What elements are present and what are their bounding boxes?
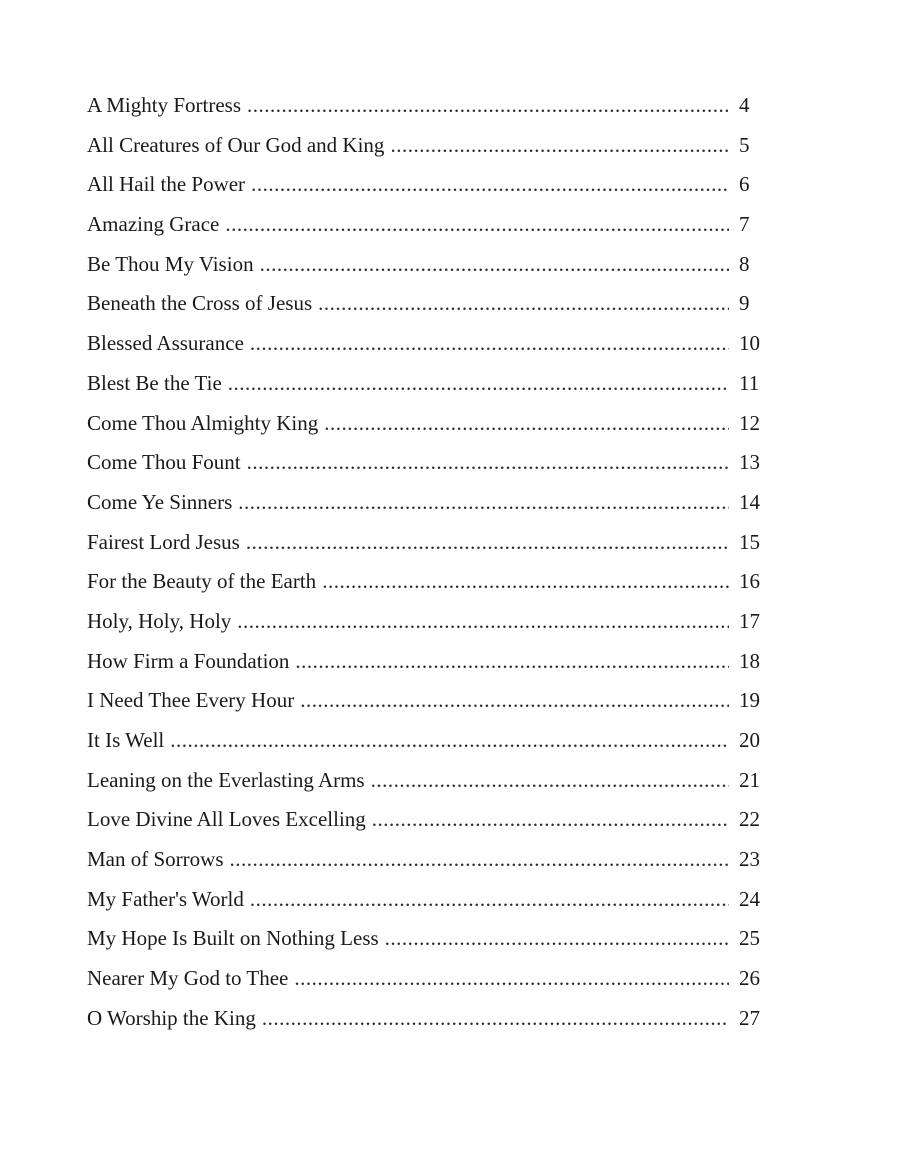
toc-entry bbox=[87, 245, 777, 285]
toc-dot-leader bbox=[390, 126, 729, 166]
toc-entry bbox=[87, 86, 777, 126]
toc-entry-title: My Father's World bbox=[87, 886, 244, 911]
toc-entry-page: 11 bbox=[739, 370, 760, 395]
toc-entry-title: All Creatures of Our God and King bbox=[87, 132, 385, 157]
toc-dot-leader bbox=[322, 562, 729, 602]
toc-entry bbox=[87, 562, 777, 602]
toc-entry bbox=[87, 761, 777, 801]
toc-entry bbox=[87, 919, 777, 959]
toc-entry-title: Holy, Holy, Holy bbox=[87, 608, 232, 633]
toc-entry-title: Be Thou My Vision bbox=[87, 251, 254, 276]
toc-entry-title: Leaning on the Everlasting Arms bbox=[87, 767, 365, 792]
toc-entry-title: I Need Thee Every Hour bbox=[87, 688, 295, 713]
toc-entry-title: Come Ye Sinners bbox=[87, 489, 233, 514]
toc-entry bbox=[87, 642, 777, 682]
toc-entry-page: 12 bbox=[739, 410, 760, 435]
toc-entry bbox=[87, 800, 777, 840]
toc-dot-leader bbox=[262, 999, 729, 1039]
toc-entry-page: 18 bbox=[739, 648, 760, 673]
toc-entry bbox=[87, 126, 777, 166]
toc-entry-page: 8 bbox=[739, 251, 750, 276]
toc-dot-leader bbox=[228, 364, 729, 404]
toc-entry-page: 27 bbox=[739, 1005, 760, 1030]
toc-dot-leader bbox=[230, 840, 730, 880]
toc-dot-leader bbox=[324, 404, 729, 444]
toc-entry bbox=[87, 284, 777, 324]
toc-entry-title: Nearer My God to Thee bbox=[87, 966, 289, 991]
toc-dot-leader bbox=[371, 761, 729, 801]
toc-dot-leader bbox=[385, 919, 729, 959]
toc-dot-leader bbox=[250, 880, 729, 920]
toc-dot-leader bbox=[295, 642, 729, 682]
toc-dot-leader bbox=[247, 443, 729, 483]
toc-entry-page: 25 bbox=[739, 926, 760, 951]
toc-entry-page: 6 bbox=[739, 172, 750, 197]
toc-dot-leader bbox=[238, 483, 729, 523]
toc-entry-title: Amazing Grace bbox=[87, 212, 220, 237]
toc-entry-page: 9 bbox=[739, 291, 750, 316]
toc-dot-leader bbox=[250, 324, 729, 364]
toc-entry-title: My Hope Is Built on Nothing Less bbox=[87, 926, 379, 951]
toc-entry bbox=[87, 443, 777, 483]
toc-entry-page: 15 bbox=[739, 529, 760, 554]
toc-dot-leader bbox=[170, 721, 729, 761]
toc-entry-page: 13 bbox=[739, 450, 760, 475]
toc-entry bbox=[87, 880, 777, 920]
toc-dot-leader bbox=[372, 800, 729, 840]
toc-dot-leader bbox=[246, 523, 729, 563]
toc-dot-leader bbox=[225, 205, 729, 245]
toc-entry-title: Love Divine All Loves Excelling bbox=[87, 807, 366, 832]
toc-entry bbox=[87, 681, 777, 721]
toc-entry bbox=[87, 324, 777, 364]
toc-entry-title: How Firm a Foundation bbox=[87, 648, 290, 673]
toc-dot-leader bbox=[251, 165, 729, 205]
toc-dot-leader bbox=[300, 681, 729, 721]
toc-entry-title: Man of Sorrows bbox=[87, 847, 224, 872]
toc-entry-title: Fairest Lord Jesus bbox=[87, 529, 240, 554]
toc-entry-title: For the Beauty of the Earth bbox=[87, 569, 317, 594]
toc-entry bbox=[87, 721, 777, 761]
toc-entry-page: 26 bbox=[739, 966, 760, 991]
toc-entry-title: O Worship the King bbox=[87, 1005, 256, 1030]
toc-entry bbox=[87, 840, 777, 880]
toc-entry-title: Come Thou Fount bbox=[87, 450, 241, 475]
toc-entry-page: 14 bbox=[739, 489, 760, 514]
toc-dot-leader bbox=[318, 284, 729, 324]
toc-entry-title: Blest Be the Tie bbox=[87, 370, 222, 395]
toc-entry-title: Blessed Assurance bbox=[87, 331, 244, 356]
toc-entry bbox=[87, 602, 777, 642]
toc-entry-page: 21 bbox=[739, 767, 760, 792]
toc-entry-title: Come Thou Almighty King bbox=[87, 410, 319, 435]
toc-dot-leader bbox=[294, 959, 729, 999]
toc-entry bbox=[87, 205, 777, 245]
toc-entry-page: 7 bbox=[739, 212, 750, 237]
toc-entry bbox=[87, 364, 777, 404]
toc-entry-page: 19 bbox=[739, 688, 760, 713]
toc-entry-page: 22 bbox=[739, 807, 760, 832]
toc-entry-page: 10 bbox=[739, 331, 760, 356]
toc-entry-page: 5 bbox=[739, 132, 750, 157]
table-of-contents bbox=[87, 86, 777, 1039]
toc-entry bbox=[87, 999, 777, 1039]
toc-dot-leader bbox=[247, 86, 729, 126]
toc-entry bbox=[87, 404, 777, 444]
toc-entry-title: It Is Well bbox=[87, 728, 165, 752]
toc-entry-page: 17 bbox=[739, 608, 760, 633]
toc-entry-title: A Mighty Fortress bbox=[87, 93, 242, 117]
toc-entry bbox=[87, 483, 777, 523]
toc-dot-leader bbox=[260, 245, 729, 285]
toc-entry bbox=[87, 523, 777, 563]
toc-entry-page: 16 bbox=[739, 569, 760, 594]
toc-entry-page: 4 bbox=[739, 93, 750, 117]
toc-entry-page: 20 bbox=[739, 728, 760, 752]
toc-dot-leader bbox=[237, 602, 729, 642]
toc-entry-title: All Hail the Power bbox=[87, 172, 246, 197]
toc-entry-title: Beneath the Cross of Jesus bbox=[87, 291, 313, 316]
toc-entry-page: 23 bbox=[739, 847, 760, 872]
toc-entry bbox=[87, 959, 777, 999]
toc-entry-page: 24 bbox=[739, 886, 760, 911]
toc-entry bbox=[87, 165, 777, 205]
